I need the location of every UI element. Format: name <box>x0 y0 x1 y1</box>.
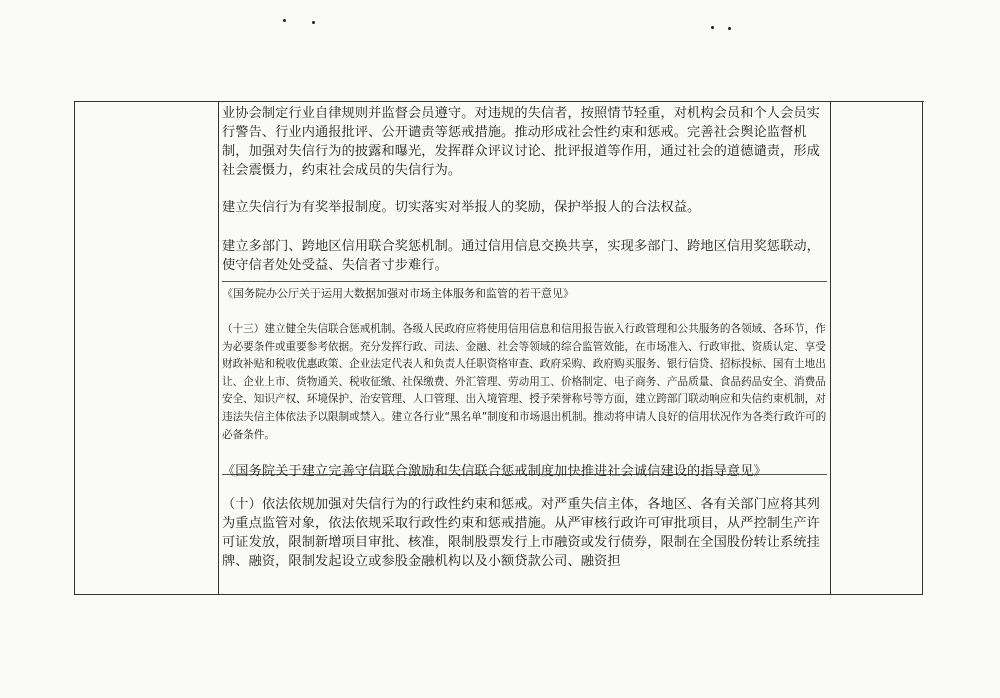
table-left-border <box>74 101 75 595</box>
table-column-divider-left <box>218 101 219 595</box>
paragraph-article-10: （十）依法依规加强对失信行为的行政性约束和惩戒。对严重失信主体，各地区、各有关部门应将其列为重点监管对象，依法依规采取行政性约束和惩戒措施。从严审核行政许可审批项目，从严控制生产许可证发放，限制新增项目审批、核准，限制股票发行上市融资或发行债券，限制在全国股份转让系统挂牌、融资，限制发起设立或参股金融机构以及小额贷款公司、融资担 <box>222 497 820 570</box>
scan-speck <box>312 21 315 24</box>
paragraph-joint-rewards-punishment: 建立多部门、跨地区信用联合奖惩机制。通过信用信息交换共享，实现多部门、跨地区信用奖惩联动，使守信者处处受益、失信者寸步难行。 <box>222 239 820 273</box>
document-title-credit-guidance: 《国务院关于建立完善守信联合激励和失信联合惩戒制度加快推进社会诚信建设的指导意见》 <box>222 464 767 480</box>
table-column-divider-right <box>830 101 831 595</box>
paragraph-article-13: （十三）建立健全失信联合惩戒机制。各级人民政府应将使用信用信息和信用报告嵌入行政管理和公共服务的各领域、各环节，作为必要条件或重要参考依据。充分发挥行政、司法、金融、社会等领域的综合监管效能，在市场准入、行政审批、资质认定、享受财政补贴和税收优惠政策、企业法定代表人和负责人任职资格审查、政府采购、政府购买服务、银行信贷、招标投标、国有土地出让、企业上市、货物通关、税收征缴、社保缴费、外汇管理、劳动用工、价格制定、电子商务、产品质量、食品药品安全、消费品安全、知识产权、环境保护、治安管理、人口管理、出入境管理、授予荣誉称号等方面，建立跨部门联动响应和失信约束机制，对违法失信主体依法予以限制或禁入。建立各行业“黑名单”制度和市场退出机制。推动将申请人良好的信用状况作为各类行政许可的必备条件。 <box>222 323 827 441</box>
scan-speck <box>711 26 714 29</box>
document-title-big-data-opinions: 《国务院办公厅关于运用大数据加强对市场主体服务和监管的若干意见》 <box>222 287 574 300</box>
content-cell <box>222 102 827 571</box>
paragraph-industry-self-discipline: 业协会制定行业自律规则并监督会员遵守。对违规的失信者，按照情节轻重，对机构会员和个人会员实行警告、行业内通报批评、公开谴责等惩戒措施。推动形成社会性约束和惩戒。完善社会舆论监督机制，加强对失信行为的披露和曝光，发挥群众评议讨论、批评报道等作用，通过社会的道德谴责，形成社会震慑力，约束社会成员的失信行为。 <box>222 106 820 178</box>
scan-speck <box>283 19 286 22</box>
paragraph-reward-reporting: 建立失信行为有奖举报制度。切实落实对举报人的奖励，保护举报人的合法权益。 <box>222 200 701 215</box>
scan-speck <box>728 27 731 30</box>
